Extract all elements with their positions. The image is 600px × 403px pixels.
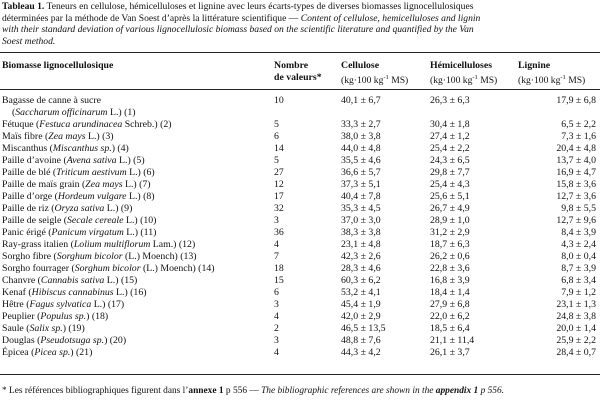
value-hemicelluloses: 27,4 ± 1,2 xyxy=(430,131,470,142)
value-cellulose: 60,3 ± 6,2 xyxy=(341,275,381,286)
biomass-name: Sorgho fourrager xyxy=(2,263,70,274)
biomass-latin: (Miscanthus sp.) (4) xyxy=(49,143,129,154)
header-biomass: Biomasse lignocellulosique xyxy=(2,60,114,71)
value-cellulose: 23,1 ± 4,8 xyxy=(341,239,381,250)
biomass-latin: (Fagus sylvatica L.) (17) xyxy=(26,299,125,310)
value-hemicelluloses: 27,9 ± 6,8 xyxy=(430,299,470,310)
value-lignin: 24,8 ± 3,8 xyxy=(556,311,596,322)
caption-line-2 xyxy=(2,13,600,25)
footnote-en-appendix: appendix 1 xyxy=(435,386,479,396)
value-hemicelluloses: 24,3 ± 6,5 xyxy=(430,155,470,166)
biomass-cell xyxy=(2,239,270,251)
unit-exponent: -1 xyxy=(383,74,389,81)
biomass-name: Peuplier xyxy=(2,311,35,322)
biomass-name: Paille de maïs grain xyxy=(2,179,80,190)
unit-text: (kg·100 kg xyxy=(518,75,561,87)
biomass-cell xyxy=(2,335,270,347)
table-row xyxy=(0,131,600,143)
table-header-rule xyxy=(0,89,600,90)
biomass-name: Ray-grass italien xyxy=(2,239,69,250)
table-row xyxy=(0,311,600,323)
value-lignin: 23,1 ± 1,3 xyxy=(556,299,596,310)
caption-line4-en: Soest method. xyxy=(2,35,56,47)
biomass-latin: (Lolium multiflorum Lam.) (12) xyxy=(70,239,196,250)
biomass-latin: (Festuca arundinacea Schreb.) (2) xyxy=(36,119,172,130)
biomass-name: Miscanthus xyxy=(2,143,48,154)
value-lignin: 16,9 ± 4,7 xyxy=(556,167,596,178)
value-hemicelluloses: 29,8 ± 7,7 xyxy=(430,167,470,178)
value-hemicelluloses: 26,1 ± 3,7 xyxy=(430,347,470,358)
value-count: 4 xyxy=(274,347,279,358)
header-cellulose: Cellulose xyxy=(341,60,380,71)
table-top-rule xyxy=(0,52,600,53)
value-cellulose: 36,6 ± 5,7 xyxy=(341,167,381,178)
caption-line1-fr: Teneurs en cellulose, hémicelluloses et lignine avec leurs écarts-types de diverses biomasses lignocellulosiques xyxy=(44,1,474,12)
value-cellulose: 37,0 ± 3,0 xyxy=(341,215,381,226)
value-hemicelluloses: 25,6 ± 5,1 xyxy=(430,191,470,202)
value-cellulose: 42,3 ± 2,6 xyxy=(341,251,381,262)
value-cellulose: 42,0 ± 2,9 xyxy=(341,311,381,322)
value-cellulose: 53,2 ± 4,1 xyxy=(341,287,381,298)
biomass-cell xyxy=(2,203,270,215)
biomass-name: Panic érigé xyxy=(2,227,46,238)
biomass-name: Paille d’orge xyxy=(2,191,53,202)
biomass-cell xyxy=(2,323,270,335)
value-hemicelluloses: 18,5 ± 6,4 xyxy=(430,323,470,334)
value-lignin: 7,3 ± 1,6 xyxy=(561,131,596,142)
header-hemicelluloses-unit xyxy=(430,72,497,87)
header-count-line2: de valeurs* xyxy=(274,72,322,83)
biomass-cell xyxy=(2,275,270,287)
biomass-latin: (Saccharum officinarum L.) (1) xyxy=(12,107,136,118)
value-count: 4 xyxy=(274,239,279,250)
table-footnote xyxy=(2,385,504,397)
header-lignin-unit xyxy=(518,72,585,87)
biomass-cell xyxy=(2,311,270,323)
value-lignin: 8,7 ± 3,9 xyxy=(561,263,596,274)
value-lignin: 7,9 ± 1,2 xyxy=(561,287,596,298)
value-hemicelluloses: 28,9 ± 1,0 xyxy=(430,215,470,226)
table-row xyxy=(0,263,600,275)
biomass-latin: (Triticum aestivum L.) (6) xyxy=(52,167,155,178)
biomass-cell xyxy=(2,143,270,155)
biomass-cell xyxy=(2,191,270,203)
table-row xyxy=(0,119,600,131)
caption-line3-en: with their standard deviation of various lignocellulosic biomass based on the scientific literature and quantified by the Van xyxy=(2,24,474,36)
biomass-latin: (Hordeum vulgare L.) (8) xyxy=(54,191,155,202)
value-cellulose: 46,5 ± 13,5 xyxy=(341,323,386,334)
value-cellulose: 45,4 ± 1,9 xyxy=(341,299,381,310)
value-cellulose: 38,3 ± 3,8 xyxy=(341,227,381,238)
value-hemicelluloses: 22,0 ± 6,2 xyxy=(430,311,470,322)
value-hemicelluloses: 26,7 ± 4,9 xyxy=(430,203,470,214)
value-lignin: 17,9 ± 6,8 xyxy=(556,95,596,106)
table-row xyxy=(0,167,600,179)
table-row xyxy=(0,275,600,287)
table-row xyxy=(0,95,600,119)
table-row xyxy=(0,323,600,335)
biomass-name: Douglas xyxy=(2,335,35,346)
value-hemicelluloses: 26,2 ± 0,6 xyxy=(430,251,470,262)
caption-label: Tableau 1. xyxy=(2,1,45,12)
biomass-latin: (Populus sp.) (18) xyxy=(37,311,109,322)
value-lignin: 4,3 ± 2,4 xyxy=(561,239,596,250)
caption-line2-fr: déterminées par la méthode de Van Soest d’après la littérature scientifique — xyxy=(2,12,301,24)
value-cellulose: 37,3 ± 5,1 xyxy=(341,179,381,190)
value-lignin: 15,8 ± 3,6 xyxy=(556,179,596,190)
footnote-en-end: p 556. xyxy=(478,386,505,396)
value-count: 10 xyxy=(274,95,284,106)
value-lignin: 12,7 ± 9,6 xyxy=(556,215,596,226)
value-hemicelluloses: 25,4 ± 2,2 xyxy=(430,143,470,154)
value-cellulose: 44,3 ± 4,2 xyxy=(341,347,381,358)
biomass-name: Paille d’avoine xyxy=(2,155,62,166)
table-row xyxy=(0,239,600,251)
unit-tail: MS) xyxy=(388,75,409,87)
biomass-latin: (Sorghum bicolor (L.) Moench) (14) xyxy=(71,263,215,274)
value-lignin: 6,8 ± 3,4 xyxy=(561,275,596,286)
value-count: 12 xyxy=(274,179,284,190)
biomass-name: Paille de blé xyxy=(2,167,51,178)
table-row xyxy=(0,179,600,191)
value-lignin: 28,4 ± 0,7 xyxy=(556,347,596,358)
value-lignin: 6,5 ± 2,2 xyxy=(561,119,596,130)
value-lignin: 8,0 ± 0,4 xyxy=(561,251,596,262)
biomass-name: Épicea xyxy=(2,347,29,358)
biomass-latin: (Oryza sativa L.) (9) xyxy=(51,203,133,214)
value-count: 15 xyxy=(274,275,284,286)
value-cellulose: 38,0 ± 3,8 xyxy=(341,131,381,142)
biomass-name: Saule xyxy=(2,323,24,334)
value-count: 7 xyxy=(274,251,279,262)
table-row xyxy=(0,227,600,239)
value-count: 5 xyxy=(274,119,279,130)
biomass-cell xyxy=(2,299,270,311)
biomass-name: Kenaf xyxy=(2,287,26,298)
value-cellulose: 44,0 ± 4,8 xyxy=(341,143,381,154)
value-count: 4 xyxy=(274,311,279,322)
value-count: 17 xyxy=(274,191,284,202)
table-row xyxy=(0,335,600,347)
value-lignin: 20,4 ± 4,8 xyxy=(556,143,596,154)
caption-line-1 xyxy=(2,1,600,13)
footnote-fr-start: * Les références bibliographiques figurent dans l’ xyxy=(2,386,189,396)
table-caption xyxy=(2,1,600,47)
unit-tail: MS) xyxy=(477,75,498,87)
caption-line-4 xyxy=(2,36,600,48)
biomass-latin: (Avena sativa L.) (5) xyxy=(63,155,145,166)
value-count: 6 xyxy=(274,287,279,298)
biomass-name: Fétuque xyxy=(2,119,34,130)
value-hemicelluloses: 16,8 ± 3,9 xyxy=(430,275,470,286)
biomass-name: Maïs fibre xyxy=(2,131,43,142)
value-hemicelluloses: 18,4 ± 1,4 xyxy=(430,287,470,298)
header-cellulose-unit xyxy=(341,72,408,87)
biomass-cell xyxy=(2,119,270,131)
value-cellulose: 40,4 ± 7,8 xyxy=(341,191,381,202)
value-cellulose: 28,3 ± 4,6 xyxy=(341,263,381,274)
value-lignin: 13,7 ± 4,0 xyxy=(556,155,596,166)
value-lignin: 9,8 ± 5,5 xyxy=(561,203,596,214)
footnote-en-start: The bibliographic references are shown in the xyxy=(261,386,436,396)
value-count: 14 xyxy=(274,143,284,154)
value-hemicelluloses: 22,8 ± 3,6 xyxy=(430,263,470,274)
value-count: 3 xyxy=(274,335,279,346)
value-lignin: 25,9 ± 2,2 xyxy=(556,335,596,346)
biomass-latin: (Hibiscus cannabinus L.) (16) xyxy=(28,287,147,298)
footnote-fr-end: p 556 — xyxy=(223,386,262,396)
value-count: 3 xyxy=(274,215,279,226)
value-count: 5 xyxy=(274,155,279,166)
table-row xyxy=(0,143,600,155)
value-count: 36 xyxy=(274,227,284,238)
value-hemicelluloses: 30,4 ± 1,8 xyxy=(430,119,470,130)
biomass-name: Paille de seigle xyxy=(2,215,62,226)
table-row xyxy=(0,203,600,215)
unit-tail: MS) xyxy=(565,75,586,87)
unit-exponent: -1 xyxy=(560,74,566,81)
biomass-latin: (Sorghum bicolor (L.) Moench) (13) xyxy=(53,251,197,262)
biomass-cell xyxy=(2,287,270,299)
header-count-line1: Nombre xyxy=(274,60,309,71)
table-row xyxy=(0,191,600,203)
caption-line2-en: Content of cellulose, hemicelluloses and lignin xyxy=(300,12,481,24)
biomass-name: Hêtre xyxy=(2,299,24,310)
biomass-latin: (Panicum virgatum L.) (11) xyxy=(48,227,157,238)
value-count: 2 xyxy=(274,323,279,334)
biomass-cell xyxy=(2,131,270,143)
value-count: 18 xyxy=(274,263,284,274)
biomass-cell xyxy=(2,155,270,167)
biomass-latin: (Secale cereale L.) (10) xyxy=(63,215,157,226)
value-hemicelluloses: 31,2 ± 2,9 xyxy=(430,227,470,238)
value-lignin: 12,7 ± 3,6 xyxy=(556,191,596,202)
value-hemicelluloses: 26,3 ± 6,3 xyxy=(430,95,470,106)
footnote-fr-annex: annexe 1 xyxy=(188,386,224,396)
value-hemicelluloses: 21,1 ± 11,4 xyxy=(430,335,475,346)
value-cellulose: 33,3 ± 2,7 xyxy=(341,119,381,130)
biomass-latin: (Zea mays L.) (3) xyxy=(45,131,114,142)
table-row xyxy=(0,215,600,227)
value-cellulose: 35,3 ± 4,5 xyxy=(341,203,381,214)
biomass-latin: (Pseudotsuga sp.) (20) xyxy=(37,335,127,346)
value-count: 27 xyxy=(274,167,284,178)
value-cellulose: 48,8 ± 7,6 xyxy=(341,335,381,346)
biomass-latin: (Cannabis sativa L.) (15) xyxy=(37,275,138,286)
biomass-cell xyxy=(2,215,270,227)
biomass-name: Sorgho fibre xyxy=(2,251,52,262)
value-hemicelluloses: 18,7 ± 6,3 xyxy=(430,239,470,250)
unit-exponent: -1 xyxy=(472,74,478,81)
biomass-name: Bagasse de canne à sucre xyxy=(2,95,102,106)
biomass-cell xyxy=(2,251,270,263)
biomass-cell xyxy=(2,179,270,191)
biomass-latin: (Salix sp.) (19) xyxy=(26,323,85,334)
table-row xyxy=(0,155,600,167)
biomass-cell xyxy=(2,347,270,359)
value-count: 3 xyxy=(274,299,279,310)
value-count: 32 xyxy=(274,203,284,214)
value-cellulose: 40,1 ± 6,7 xyxy=(341,95,381,106)
biomass-cell xyxy=(2,263,270,275)
value-lignin: 8,4 ± 3,9 xyxy=(561,227,596,238)
biomass-name: Paille de riz xyxy=(2,203,49,214)
unit-text: (kg·100 kg xyxy=(430,75,473,87)
biomass-cell xyxy=(2,227,270,239)
value-hemicelluloses: 25,4 ± 4,3 xyxy=(430,179,470,190)
unit-text: (kg·100 kg xyxy=(341,75,384,87)
biomass-latin: (Picea sp.) (21) xyxy=(31,347,93,358)
biomass-latin: (Zea mays L.) (7) xyxy=(82,179,151,190)
biomass-cell xyxy=(2,95,270,119)
table-row xyxy=(0,287,600,299)
header-hemicelluloses: Hémicelluloses xyxy=(430,60,493,71)
value-lignin: 20,0 ± 1,4 xyxy=(556,323,596,334)
biomass-cell xyxy=(2,167,270,179)
table-bottom-rule xyxy=(0,374,600,375)
caption-line-3 xyxy=(2,24,600,36)
table-row xyxy=(0,299,600,311)
biomass-name: Chanvre xyxy=(2,275,36,286)
table-body xyxy=(0,95,600,359)
header-lignin: Lignine xyxy=(518,60,551,71)
value-cellulose: 35,5 ± 4,6 xyxy=(341,155,381,166)
table-row xyxy=(0,347,600,359)
table-row xyxy=(0,251,600,263)
value-count: 6 xyxy=(274,131,279,142)
